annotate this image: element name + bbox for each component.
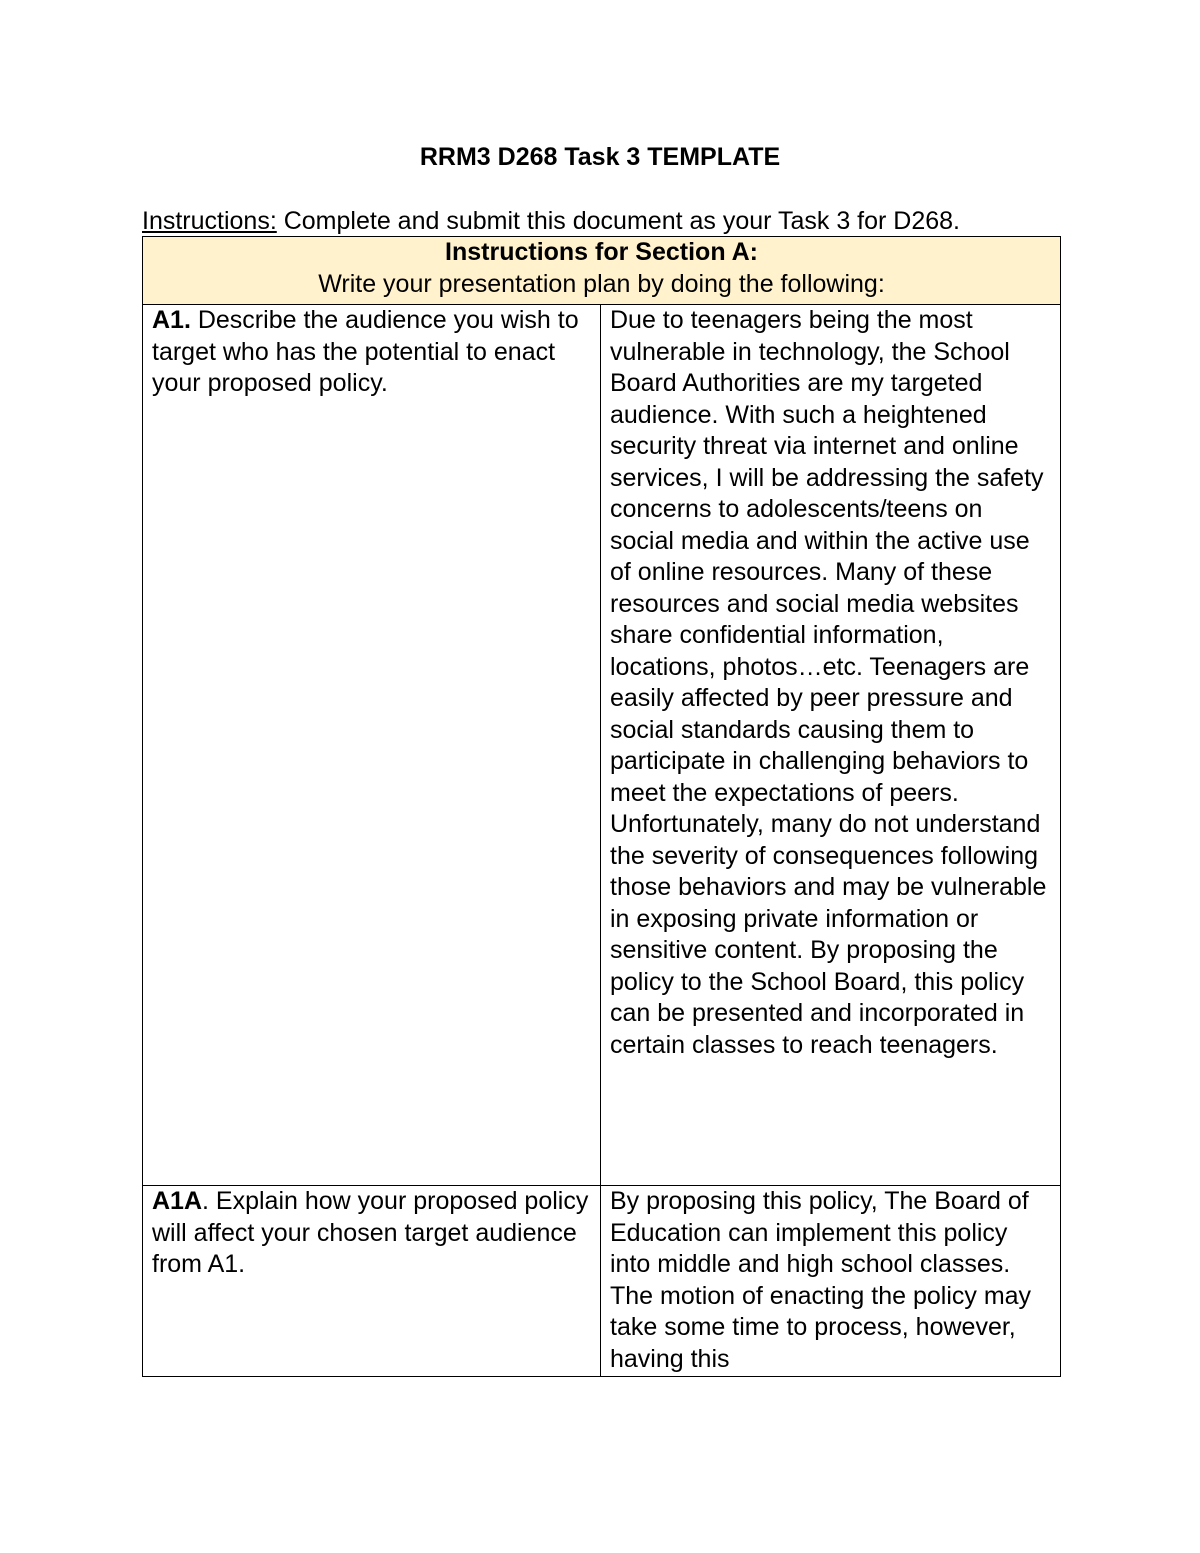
section-a-header-cell (143, 237, 1061, 305)
question-prompt: . Explain how your proposed policy will affect your chosen target audience from A1. (152, 1187, 589, 1278)
section-a-header-title: Instructions for Section A: (445, 238, 758, 266)
response-cell-a1: Due to teenagers being the most vulnerable in technology, the School Board Authorities are my targeted audience. With such a heightened security threat via internet and online services, I will be addressing the safety concerns to adolescents/teens on social media and within the active use of online resources. Many of these resources and social media websites share confidential information, locations, photos…etc. Teenagers are easily affected by peer pressure and social standards causing them to participate in challenging behaviors to meet the expectations of peers. Unfortunately, many do not understand the severity of consequences following those behaviors and may be vulnerable in exposing private information or sensitive content. By proposing the policy to the School Board, this policy can be presented and incorporated in certain classes to reach teenagers. (601, 305, 1061, 1186)
table-row (143, 305, 1061, 1186)
section-a-table (142, 236, 1061, 1377)
question-prompt: Describe the audience you wish to target who has the potential to enact your proposed policy. (152, 306, 579, 397)
question-id: A1A (152, 1187, 203, 1215)
question-id: A1. (152, 306, 191, 334)
section-a-header-subtitle: Write your presentation plan by doing the following: (318, 269, 885, 298)
section-a-header-row (143, 237, 1061, 305)
page-title: RRM3 D268 Task 3 TEMPLATE (419, 143, 781, 171)
prompt-cell-a1 (143, 305, 601, 1186)
instructions-label: Instructions: (142, 207, 277, 235)
response-cell-a1a: By proposing this policy, The Board of Education can implement this policy into middle and high school classes. The motion of enacting the policy may take some time to process, however, having this (601, 1186, 1061, 1377)
table-row (143, 1186, 1061, 1377)
instructions-text: Complete and submit this document as your Task 3 for D268. (276, 207, 960, 235)
prompt-cell-a1a (143, 1186, 601, 1377)
